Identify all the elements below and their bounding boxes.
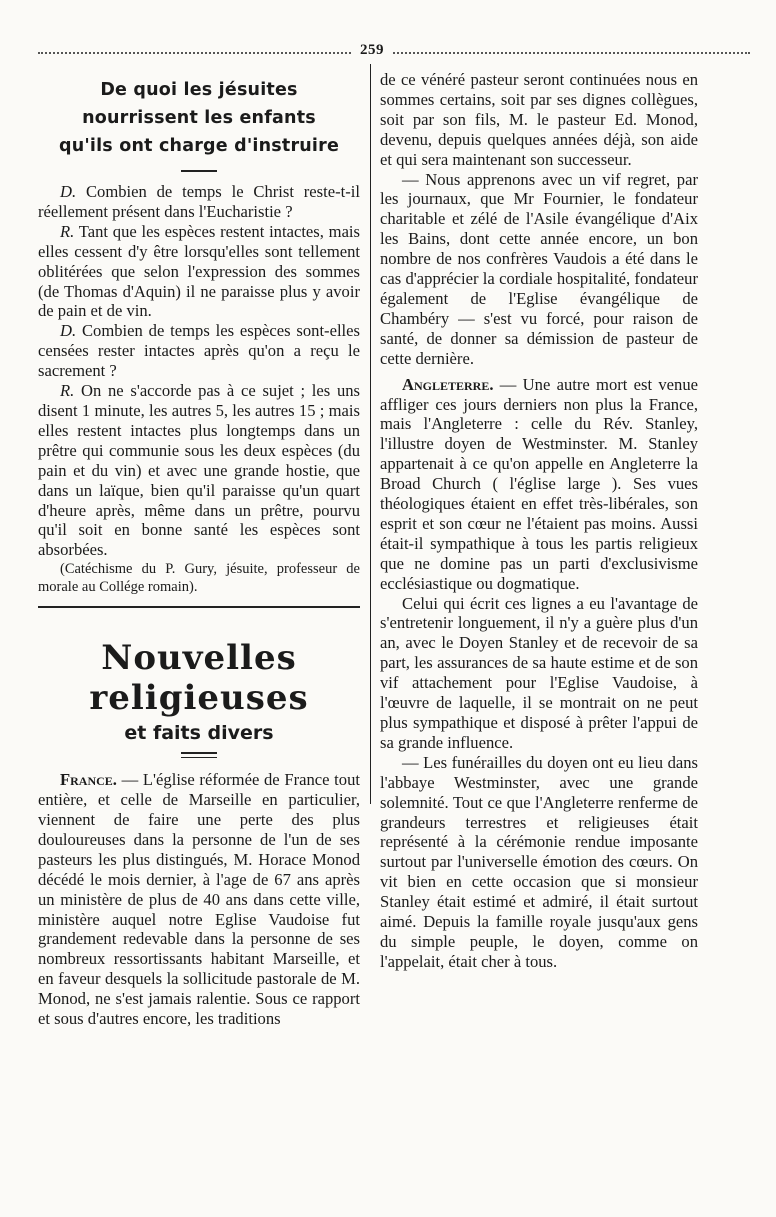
catechism-paragraph [38,381,360,560]
paragraph-lead: R. [60,381,75,401]
paragraph-text: On ne s'accorde pas à ce sujet ; les uns disent 1 minute, les autres 5, les autres 15 ; mais elles restent intactes plus longtemps dans un prêtre qui communie sous les deux espèces (du pain et du vin) et avec une grande hostie, que dans un laïque, bien qu'il paraisse qu'un quart d'heure après, même dans un prêtre, pourvu qu'il soit en bonne santé les espèces sont absorbées. [38,381,360,560]
header-rule [38,52,750,54]
page-number: 259 [352,42,392,59]
paragraph-text: Celui qui écrit ces lignes a eu l'avantage de s'entretenir longuement, il n'y a guère plus d'un an, avec le Doyen Stanley et de recevoir de sa part, les assurances de sa haute estime et de son vif attachement pour l'Eglise Vaudoise, à l'œuvre de laquelle, il se montrait on ne peut plus sympathique et disposé à prêter l'appui de sa grande influence. [380,593,698,752]
paragraph-lead: Angleterre. [402,374,494,394]
paragraph-text: — L'église réformée de France tout entière, et celle de Marseille en particulier, viennent de faire une perte des plus douloureuses dans la personne de l'un de ses pasteurs les plus distingués, M. Horace Monod décédé le mois dernier, à l'age de 67 ans après un ministère de plus de 40 ans dans cette ville, ministère auquel notre Eglise Vaudoise fut grandement redevable dans la personne de ses nombreux ressortissants habitant Marseille, et en faveur desquels la sollicitude pastorale de M. Monod, ne s'est jamais ralentie. Sous ce rapport et sous d'autres encore, les traditions [38,770,360,1029]
article-title-line: De quoi les jésuites [100,80,298,100]
title-rule [181,170,217,172]
article-title-line: nourrissent les enfants [82,108,316,128]
catechism-paragraph [38,321,360,381]
paragraph-lead: France. [60,770,117,790]
news-paragraph [380,594,698,753]
source-citation: (Catéchisme du P. Gury, jésuite, professeur de morale au Collége romain). [38,561,360,596]
news-paragraph [380,753,698,972]
article-title-line: qu'ils ont charge d'instruire [58,136,340,156]
article-title [38,76,360,160]
news-paragraph [380,70,698,170]
news-paragraph-angleterre [380,375,698,594]
subtitle-rule [181,752,217,758]
paragraph-lead: R. [60,221,75,241]
left-column [38,70,360,1029]
column-divider [370,64,371,804]
paragraph-text: — Les funérailles du doyen ont eu lieu dans l'abbaye Westminster, avec une grande solemnité. Tout ce que l'Angleterre renferme de grandeurs terrestres et religieuses était représenté à la cérémonie rendue imposante surtout par l'universelle émotion des cœurs. On vit bien en cette occasion que si monsieur Stanley était estimé et admiré, il était surtout aimé. Depuis la famille royale jusqu'aux gens du simple peuple, le doyen, comme on l'appelait, était cher à tous. [380,752,698,971]
paragraph-text: — Une autre mort est venue affliger ces jours derniers non plus la France, mais l'Angleterre : celle du Rév. Stanley, l'illustre doyen de Westminster. M. Stanley appartenait à ce qu'on appelle en Angleterre la Broad Church ( l'église large ). Ses vues théologiques étaient en effet très-libérales, son esprit et son cœur ne l'étaient pas moins. Aussi était-il sympathique à tous les partis religieux que ne domine pas un parti d'exclusivisme ecclésiastique ou dogmatique. [380,374,698,593]
catechism-paragraph [38,182,360,222]
section-title: Nouvelles religieuses [89,638,309,719]
section-subtitle: et faits divers [124,722,274,745]
paragraph-lead: D. [60,321,77,341]
paragraph-text: Tant que les espèces restent intactes, mais elles cessent d'y être lorsqu'elles sont tellement oblitérées que selon l'expression des sommes (de Thomas d'Aquin) il ne paraisse plus y avoir de pain et de vin. [38,221,360,321]
paragraph-text: de ce vénéré pasteur seront continuées nous en sommes certains, soit par ses dignes collègues, soit par son fils, M. le pasteur Ed. Monod, devenu, depuis quelques années déjà, son aide et qui sera maintenant son successeur. [380,70,698,169]
right-column [380,70,698,972]
paragraph-text: — Nous apprenons avec un vif regret, par les journaux, que Mr Fournier, le fondateur charitable et zélé de l'Asile évangélique d'Aix les Bains, dont cette année encore, un bon nombre de nos confrères Vaudois a été dans le cas d'apprécier la cordiale hospitalité, fondateur également de l'Eglise évangélique de Chambéry — s'est vu forcé, pour raison de santé, de donner sa démission de pasteur de cette dernière. [380,169,698,368]
news-paragraph [380,170,698,369]
section-rule [38,606,360,608]
catechism-paragraph [38,222,360,322]
news-paragraph-france [38,770,360,1029]
paragraph-text: Combien de temps les espèces sont-elles censées rester intactes après qu'on a reçu le sacrement ? [38,321,360,381]
paragraph-lead: D. [60,182,77,201]
paragraph-text: Combien de temps le Christ reste-t-il réellement présent dans l'Eucharistie ? [38,182,360,221]
